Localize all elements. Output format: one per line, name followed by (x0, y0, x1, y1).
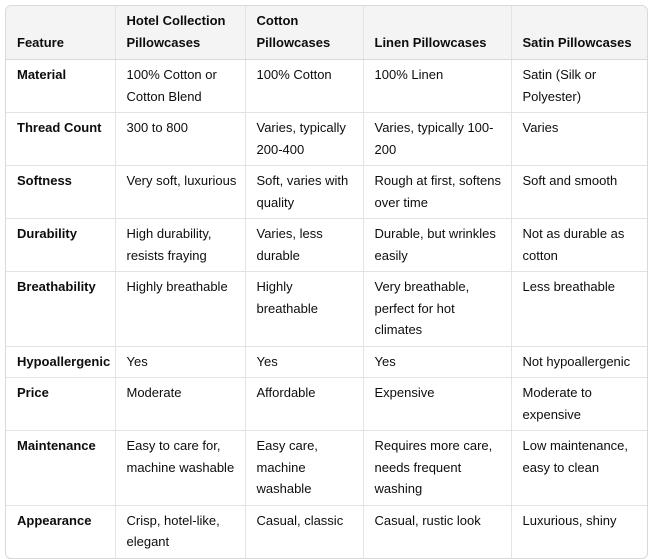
header-feature: Feature (6, 6, 115, 60)
table-cell: Varies, typically 200-400 (245, 113, 363, 166)
table-cell: Casual, classic (245, 505, 363, 558)
table-row (6, 166, 647, 219)
table-cell: Rough at first, softens over time (363, 166, 511, 219)
table-cell: Moderate to expensive (511, 378, 647, 431)
table-cell: High durability, resists fraying (115, 219, 245, 272)
header-hotel-collection: Hotel Collection Pillowcases (115, 6, 245, 60)
table-cell: Durable, but wrinkles easily (363, 219, 511, 272)
table-cell: Varies, less durable (245, 219, 363, 272)
row-label: Appearance (6, 505, 115, 558)
header-satin: Satin Pillowcases (511, 6, 647, 60)
row-label: Hypoallergenic (6, 346, 115, 378)
row-label: Breathability (6, 272, 115, 347)
comparison-table (6, 6, 647, 558)
table-cell: Luxurious, shiny (522, 512, 617, 528)
row-label: Thread Count (6, 113, 115, 166)
table-cell: Moderate (115, 378, 245, 431)
table-cell: 100% Linen (363, 60, 511, 113)
table-cell: 100% Cotton or Cotton Blend (115, 60, 245, 113)
table-cell: Crisp, hotel-like, elegant (115, 505, 245, 558)
table-cell: Yes (245, 346, 363, 378)
row-label: Softness (6, 166, 115, 219)
table-cell: Yes (363, 346, 511, 378)
header-cotton: Cotton Pillowcases (245, 6, 363, 60)
table-cell: Not as durable as cotton (511, 219, 647, 272)
row-label: Material (6, 60, 115, 113)
table-cell: Affordable (245, 378, 363, 431)
row-label: Maintenance (6, 431, 115, 506)
table-cell: Yes (115, 346, 245, 378)
table-cell: Easy to care for, machine washable (115, 431, 245, 506)
table-row (6, 272, 647, 347)
row-label: Price (6, 378, 115, 431)
table-row (6, 219, 647, 272)
table-cell: Varies, typically 100-200 (363, 113, 511, 166)
table-cell: Varies (511, 113, 647, 166)
header-row (6, 6, 647, 60)
table-body (6, 60, 647, 558)
table-cell: Highly breathable (115, 272, 245, 347)
row-label: Durability (6, 219, 115, 272)
table-cell: Expensive (363, 378, 511, 431)
table-cell: Soft and smooth (511, 166, 647, 219)
table-row (6, 60, 647, 113)
table-row (6, 505, 647, 558)
table-row (6, 378, 647, 431)
comparison-table-container (5, 5, 648, 559)
table-cell: Highly breathable (245, 272, 363, 347)
table-cell: Very breathable, perfect for hot climates (363, 272, 511, 347)
table-cell: Casual, rustic look (363, 505, 511, 558)
table-row (6, 113, 647, 166)
table-cell: 300 to 800 (115, 113, 245, 166)
table-row (6, 346, 647, 378)
table-cell: Low maintenance, easy to clean (511, 431, 647, 506)
table-cell: Not hypoallergenic (511, 346, 647, 378)
header-linen: Linen Pillowcases (363, 6, 511, 60)
table-cell: Satin (Silk or Polyester) (511, 60, 647, 113)
table-row (6, 431, 647, 506)
table-cell: Very soft, luxurious (115, 166, 245, 219)
table-cell: Requires more care, needs frequent washing (363, 431, 511, 506)
table-header (6, 6, 647, 60)
table-cell: 100% Cotton (245, 60, 363, 113)
table-cell: Soft, varies with quality (245, 166, 363, 219)
table-cell: Easy care, machine washable (245, 431, 363, 506)
table-cell: Less breathable (511, 272, 647, 347)
